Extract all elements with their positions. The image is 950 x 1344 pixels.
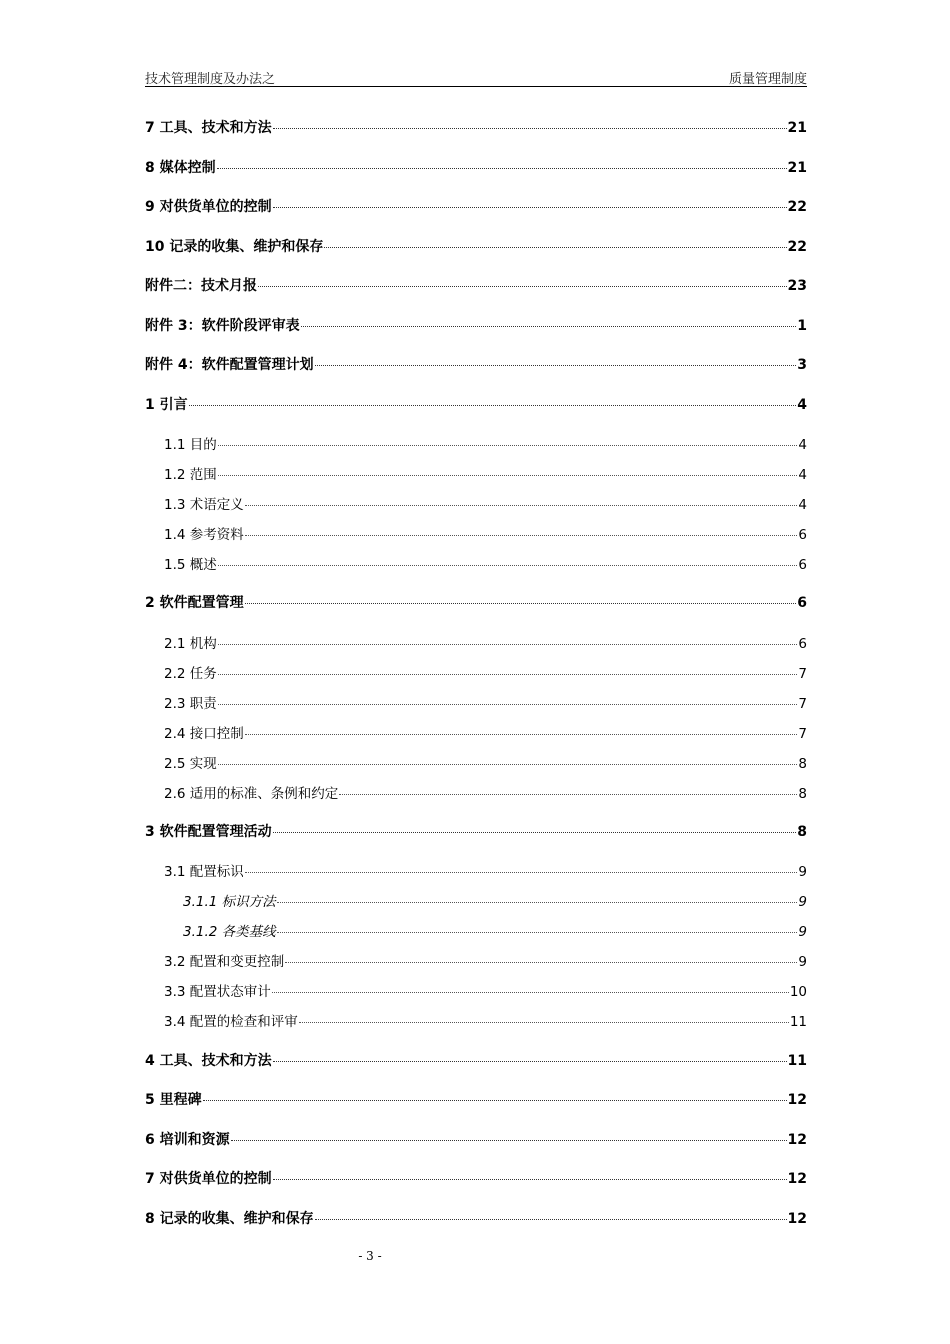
toc-leader-dots — [315, 365, 797, 366]
toc-entry[interactable] — [145, 275, 807, 295]
toc-entry[interactable] — [164, 523, 807, 543]
toc-entry[interactable] — [145, 1050, 807, 1070]
toc-entry[interactable] — [145, 1208, 807, 1228]
toc-entry-page: 12 — [787, 1211, 807, 1227]
toc-entry[interactable] — [164, 493, 807, 513]
toc-entry-label: 2.1 机构 — [164, 636, 217, 652]
toc-entry[interactable] — [145, 236, 807, 256]
toc-entry-page: 12 — [787, 1171, 807, 1187]
toc-entry-page: 22 — [787, 199, 807, 215]
toc-entry[interactable] — [145, 117, 807, 137]
toc-leader-dots — [339, 794, 797, 795]
toc-entry-label: 2.2 任务 — [164, 666, 217, 682]
toc-leader-dots — [285, 962, 797, 963]
toc-entry-label: 2 软件配置管理 — [145, 595, 244, 611]
toc-entry-page: 8 — [798, 756, 807, 772]
toc-leader-dots — [218, 644, 798, 645]
toc-leader-dots — [218, 565, 798, 566]
toc-leader-dots — [218, 674, 798, 675]
toc-entry[interactable] — [164, 950, 807, 970]
toc-entry-page: 6 — [798, 636, 807, 652]
page-number: - 3 - — [358, 1249, 382, 1263]
toc-entry-label: 1.1 目的 — [164, 437, 217, 453]
toc-entry-page: 1 — [797, 318, 807, 334]
toc-leader-dots — [189, 405, 797, 406]
toc-entry-label: 2.4 接口控制 — [164, 726, 244, 742]
toc-entry-page: 9 — [798, 924, 807, 940]
toc-entry-label: 3.4 配置的检查和评审 — [164, 1014, 298, 1030]
toc-entry-label: 2.5 实现 — [164, 756, 217, 772]
toc-entry-page: 3 — [797, 357, 807, 373]
toc-entry-label: 3 软件配置管理活动 — [145, 824, 272, 840]
toc-entry-label: 2.3 职责 — [164, 696, 217, 712]
toc-entry-page: 21 — [787, 120, 807, 136]
toc-leader-dots — [258, 286, 787, 287]
toc-entry[interactable] — [183, 890, 807, 910]
toc-entry-label: 1.2 范围 — [164, 467, 217, 483]
toc-entry-label: 7 对供货单位的控制 — [145, 1171, 272, 1187]
toc-leader-dots — [273, 1061, 787, 1062]
toc-entry[interactable] — [145, 394, 807, 414]
toc-entry-label: 10 记录的收集、维护和保存 — [145, 239, 324, 255]
toc-entry-page: 4 — [797, 397, 807, 413]
toc-entry-page: 9 — [798, 954, 807, 970]
toc-leader-dots — [218, 445, 798, 446]
toc-entry-page: 6 — [798, 527, 807, 543]
toc-entry[interactable] — [164, 553, 807, 573]
toc-entry[interactable] — [164, 632, 807, 652]
toc-leader-dots — [273, 1179, 787, 1180]
toc-leader-dots — [277, 902, 798, 903]
toc-entry[interactable] — [145, 1168, 807, 1188]
toc-entry-label: 3.1.2 各类基线 — [183, 924, 276, 940]
toc-entry-label: 附件 4：软件配置管理计划 — [145, 357, 314, 373]
toc-leader-dots — [273, 832, 797, 833]
toc-entry-label: 4 工具、技术和方法 — [145, 1053, 272, 1069]
toc-entry[interactable] — [164, 1010, 807, 1030]
toc-entry-label: 3.1 配置标识 — [164, 864, 244, 880]
toc-entry[interactable] — [145, 157, 807, 177]
toc-entry-page: 7 — [798, 666, 807, 682]
toc-entry[interactable] — [145, 592, 807, 612]
toc-leader-dots — [277, 932, 798, 933]
toc-entry[interactable] — [164, 662, 807, 682]
toc-entry[interactable] — [164, 860, 807, 880]
toc-entry-label: 5 里程碑 — [145, 1092, 202, 1108]
toc-entry[interactable] — [164, 463, 807, 483]
toc-entry-label: 附件 3：软件阶段评审表 — [145, 318, 300, 334]
toc-leader-dots — [245, 734, 798, 735]
toc-leader-dots — [245, 603, 797, 604]
toc-entry[interactable] — [145, 315, 807, 335]
toc-leader-dots — [245, 535, 798, 536]
toc-entry-page: 9 — [798, 894, 807, 910]
toc-entry-label: 7 工具、技术和方法 — [145, 120, 272, 136]
toc-entry-page: 4 — [798, 497, 807, 513]
toc-entry-label: 3.1.1 标识方法 — [183, 894, 276, 910]
toc-leader-dots — [273, 128, 787, 129]
toc-entry-page: 22 — [787, 239, 807, 255]
toc-entry-page: 12 — [787, 1132, 807, 1148]
toc-entry[interactable] — [145, 196, 807, 216]
toc-entry-page: 4 — [798, 467, 807, 483]
toc-entry-label: 附件二：技术月报 — [145, 278, 257, 294]
toc-entry[interactable] — [164, 722, 807, 742]
toc-entry-page: 6 — [797, 595, 807, 611]
header-left-title: 技术管理制度及办法之 — [145, 72, 276, 87]
toc-entry[interactable] — [164, 782, 807, 802]
toc-entry-page: 6 — [798, 557, 807, 573]
toc-entry[interactable] — [145, 1089, 807, 1109]
toc-entry[interactable] — [164, 980, 807, 1000]
toc-leader-dots — [245, 872, 798, 873]
toc-entry-label: 6 培训和资源 — [145, 1132, 230, 1148]
toc-leader-dots — [231, 1140, 787, 1141]
toc-entry[interactable] — [164, 433, 807, 453]
toc-leader-dots — [217, 168, 787, 169]
toc-entry-label: 8 记录的收集、维护和保存 — [145, 1211, 314, 1227]
header-right-title: 质量管理制度 — [728, 72, 807, 87]
toc-entry[interactable] — [164, 692, 807, 712]
toc-leader-dots — [218, 475, 798, 476]
toc-entry-page: 11 — [789, 1014, 807, 1030]
toc-leader-dots — [315, 1219, 787, 1220]
toc-entry[interactable] — [145, 354, 807, 374]
toc-leader-dots — [301, 326, 797, 327]
toc-entry[interactable] — [164, 752, 807, 772]
toc-leader-dots — [299, 1022, 789, 1023]
toc-entry-page: 23 — [787, 278, 807, 294]
toc-entry-page: 8 — [798, 786, 807, 802]
toc-entry-page: 4 — [798, 437, 807, 453]
toc-leader-dots — [272, 992, 789, 993]
toc-entry-label: 1.3 术语定义 — [164, 497, 244, 513]
toc-leader-dots — [245, 505, 798, 506]
toc-leader-dots — [324, 247, 786, 248]
toc-entry[interactable] — [183, 920, 807, 940]
toc-leader-dots — [273, 207, 787, 208]
toc-entry-page: 7 — [798, 696, 807, 712]
toc-entry[interactable] — [145, 1129, 807, 1149]
toc-entry-page: 11 — [787, 1053, 807, 1069]
toc-entry-page: 21 — [787, 160, 807, 176]
toc-entry[interactable] — [145, 821, 807, 841]
toc-entry-page: 10 — [789, 984, 807, 1000]
toc-leader-dots — [218, 764, 798, 765]
toc-entry-label: 3.3 配置状态审计 — [164, 984, 271, 1000]
toc-entry-page: 9 — [798, 864, 807, 880]
toc-entry-label: 1 引言 — [145, 397, 188, 413]
toc-entry-label: 3.2 配置和变更控制 — [164, 954, 285, 970]
toc-entry-label: 1.5 概述 — [164, 557, 217, 573]
toc-entry-page: 7 — [798, 726, 807, 742]
toc-entry-page: 12 — [787, 1092, 807, 1108]
toc-leader-dots — [218, 704, 798, 705]
page-header — [145, 68, 807, 87]
toc-entry-label: 1.4 参考资料 — [164, 527, 244, 543]
toc-entry-label: 9 对供货单位的控制 — [145, 199, 272, 215]
toc-entry-page: 8 — [797, 824, 807, 840]
toc-entry-label: 2.6 适用的标准、条例和约定 — [164, 786, 339, 802]
toc-entry-label: 8 媒体控制 — [145, 160, 216, 176]
toc-leader-dots — [203, 1100, 787, 1101]
